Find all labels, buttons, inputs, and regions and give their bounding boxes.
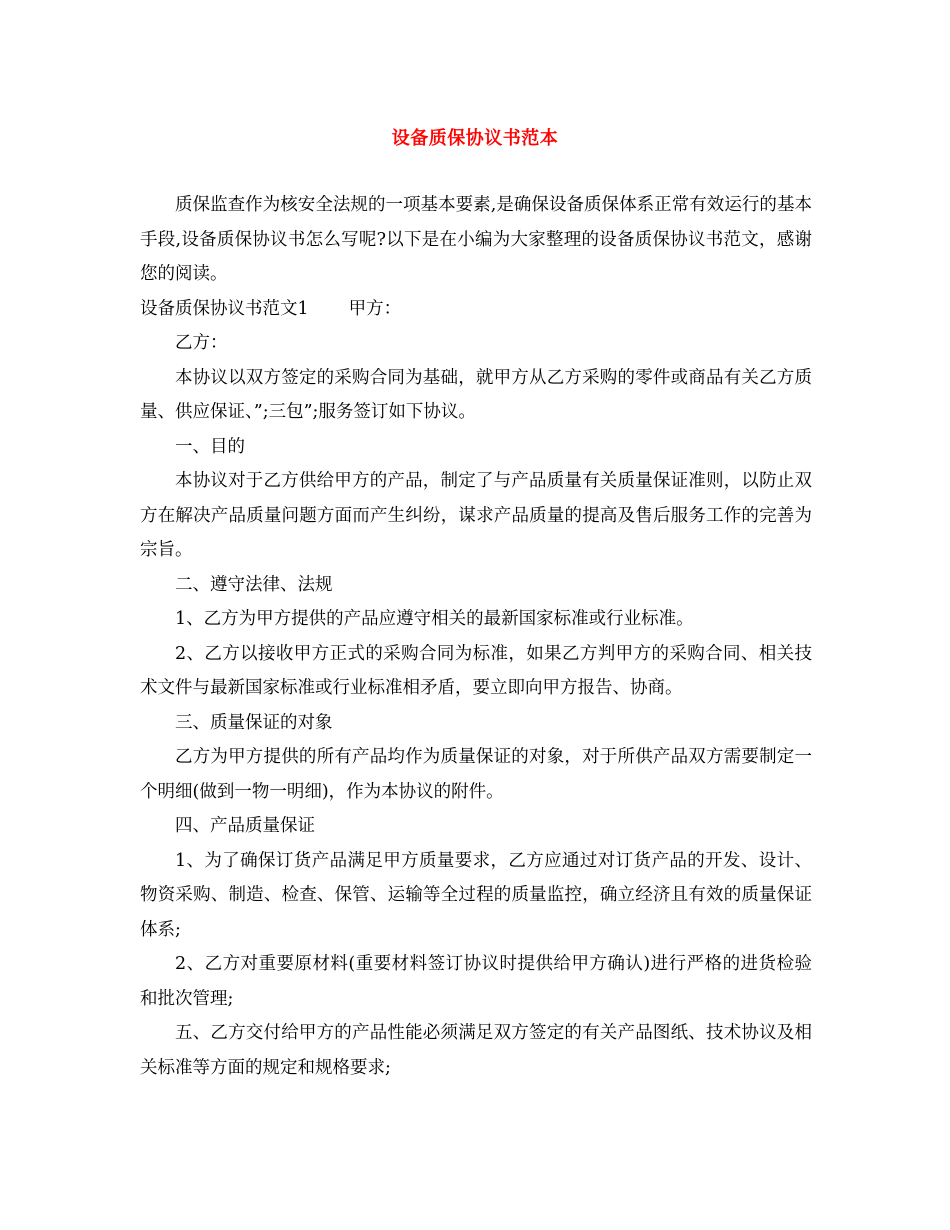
section-2-item-1: 1、乙方为甲方提供的产品应遵守相关的最新国家标准或行业标准。 [175, 609, 694, 629]
section-1-text: 本协议对于乙方供给甲方的产品，制定了与产品质量有关质量保证准则，以防止双方在解决产品质量问题方面而产生纠纷，谋求产品质量的提高及售后服务工作的完善为宗旨。 [140, 471, 812, 560]
document-title: 设备质保协议书范本 [391, 128, 559, 149]
document-body [140, 188, 812, 1085]
section-3-text: 乙方为甲方提供的所有产品均作为质量保证的对象，对于所供产品双方需要制定一个明细(做到一物一明细)，作为本协议的附件。 [140, 747, 812, 802]
section-2-heading: 二、遵守法律、法规 [175, 574, 333, 595]
section-1-heading: 一、目的 [175, 436, 245, 457]
section-3-heading: 三、质量保证的对象 [175, 712, 333, 733]
section-4-heading: 四、产品质量保证 [175, 816, 315, 836]
party-a-label: 甲方： [348, 298, 402, 319]
section-4-item-2: 2、乙方对重要原材料(重要材料签订协议时提供给甲方确认)进行严格的进货检验和批次管理; [140, 954, 812, 1009]
section-5-text: 五、乙方交付给甲方的产品性能必须满足双方签定的有关产品图纸、技术协议及相关标准等方面的规定和规格要求; [140, 1023, 812, 1078]
section-4-item-1: 1、为了确保订货产品满足甲方质量要求，乙方应通过对订货产品的开发、设计、物资采购、制造、检查、保管、运输等全过程的质量监控，确立经济且有效的质量保证体系; [140, 850, 812, 940]
preamble-paragraph: 本协议以双方签定的采购合同为基础，就甲方从乙方采购的零件或商品有关乙方质量、供应保证、”;三包”;服务签订如下协议。 [140, 367, 812, 422]
sample-heading-line [140, 292, 812, 327]
section-2-item-2: 2、乙方以接收甲方正式的采购合同为标准，如果乙方判甲方的采购合同、相关技术文件与最新国家标准或行业标准相矛盾，要立即向甲方报告、协商。 [140, 643, 812, 698]
party-b-label: 乙方： [175, 333, 228, 353]
intro-paragraph: 质保监查作为核安全法规的一项基本要素,是确保设备质保体系正常有效运行的基本手段,设备质保协议书怎么写呢?以下是在小编为大家整理的设备质保协议书范文，感谢您的阅读。 [140, 195, 812, 284]
sample-heading: 设备质保协议书范文1 [140, 298, 309, 319]
